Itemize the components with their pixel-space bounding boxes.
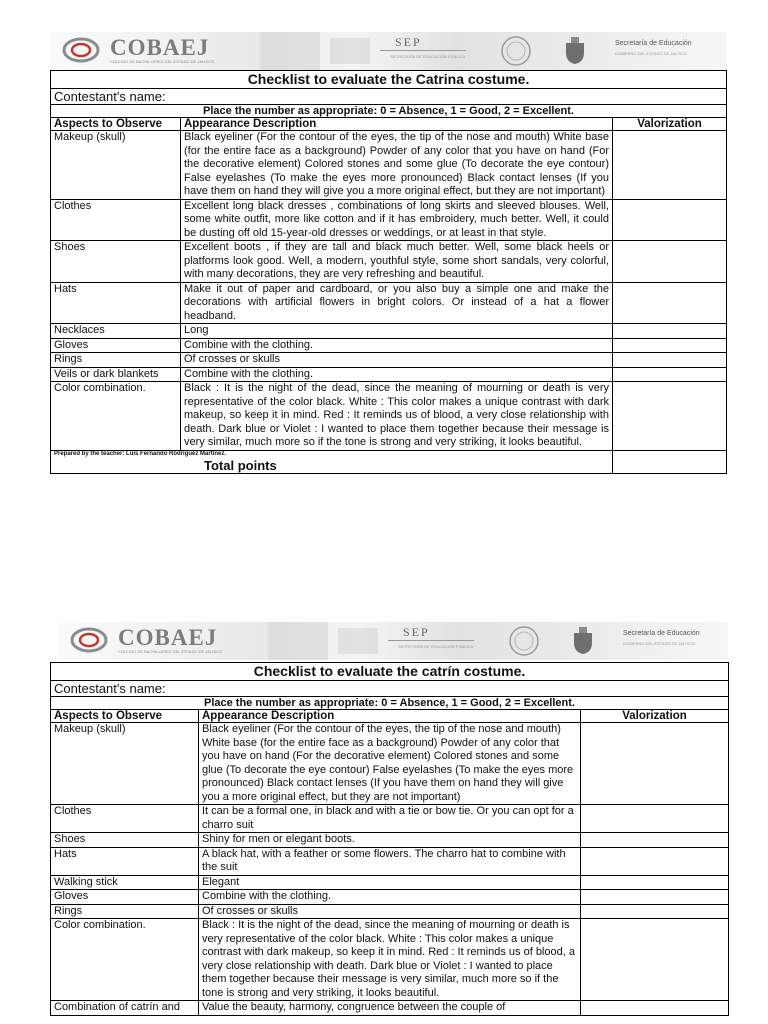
aspect-cell: Makeup (skull)	[51, 131, 181, 200]
col-header-description: Appearance Description	[181, 118, 613, 131]
description-cell: A black hat, with a feather or some flowers. The charro hat to combine with the suit	[199, 847, 581, 875]
scoring-instructions: Place the number as appropriate: 0 = Absence, 1 = Good, 2 = Excellent.	[51, 697, 729, 710]
aspect-cell: Shoes	[51, 833, 199, 848]
aspect-cell: Rings	[51, 353, 181, 368]
description-cell: Combine with the clothing.	[199, 890, 581, 905]
table-row	[51, 890, 729, 905]
valorization-cell[interactable]	[613, 367, 727, 382]
table-header-row	[51, 710, 729, 723]
table-row	[51, 723, 729, 805]
sep-subtitle: SECRETARÍA DE EDUCACIÓN PÚBLICA	[390, 54, 466, 59]
sep-divider	[388, 640, 474, 641]
table-row	[51, 367, 727, 382]
footer-row	[51, 450, 727, 473]
valorization-cell[interactable]	[613, 131, 727, 200]
col-header-description: Appearance Description	[199, 710, 581, 723]
table-row	[51, 382, 727, 451]
cobaej-logo-icon	[70, 627, 108, 653]
description-cell: Combine with the clothing.	[181, 367, 613, 382]
col-header-aspects: Aspects to Observe	[51, 710, 199, 723]
jalisco-crest-icon	[570, 627, 596, 655]
table-row	[51, 847, 729, 875]
description-cell: Shiny for men or elegant boots.	[199, 833, 581, 848]
table-row	[51, 353, 727, 368]
aspect-cell: Walking stick	[51, 875, 199, 890]
col-header-valorization: Valorization	[613, 118, 727, 131]
table-row	[51, 282, 727, 324]
aspect-cell: Veils or dark blankets	[51, 367, 181, 382]
aspect-cell: Hats	[51, 282, 181, 324]
table-row	[51, 241, 727, 283]
org-name: COBAEJ	[118, 625, 218, 650]
description-cell: Combine with the clothing.	[181, 338, 613, 353]
description-cell: Elegant	[199, 875, 581, 890]
sep-label: SEP	[403, 625, 430, 639]
description-cell: Of crosses or skulls	[199, 904, 581, 919]
valorization-cell[interactable]	[581, 1001, 729, 1016]
valorization-cell[interactable]	[581, 805, 729, 833]
valorization-cell[interactable]	[581, 833, 729, 848]
footer-cell	[51, 450, 613, 473]
table-row	[51, 919, 729, 1001]
aspect-cell: Clothes	[51, 805, 199, 833]
table-row	[51, 1001, 729, 1016]
description-cell: Excellent long black dresses , combinations of long skirts and sleeved blouses. Well, some white outfit, more like cotton and if it has embroidery, much better. Well, it could be dusting off old 15-year-old dresses or weddings, or at least in that style.	[181, 199, 613, 241]
secretaria-subtitle: GOBIERNO DEL ESTADO DE JALISCO	[615, 51, 688, 56]
aspect-cell: Rings	[51, 904, 199, 919]
national-seal-icon	[500, 35, 532, 67]
checklist-table	[50, 662, 729, 1016]
table-row	[51, 833, 729, 848]
description-cell: It can be a formal one, in black and with a tie or bow tie. Or you can opt for a charro suit	[199, 805, 581, 833]
checklist-catrin-block	[50, 622, 728, 1016]
table-row	[51, 904, 729, 919]
aspect-cell: Gloves	[51, 890, 199, 905]
banner-decoration	[268, 622, 328, 660]
sep-label: SEP	[395, 35, 422, 49]
table-row	[51, 805, 729, 833]
table-row	[51, 199, 727, 241]
valorization-cell[interactable]	[613, 199, 727, 241]
banner-decoration	[338, 628, 378, 654]
contestant-name-field[interactable]: Contestant's name:	[51, 89, 727, 105]
contestant-name-field[interactable]: Contestant's name:	[51, 681, 729, 697]
valorization-cell[interactable]	[581, 847, 729, 875]
aspect-cell: Color combination.	[51, 919, 199, 1001]
description-cell: Long	[181, 324, 613, 339]
valorization-cell[interactable]	[613, 282, 727, 324]
secretaria-label: Secretaría de Educación	[623, 630, 700, 637]
secretaria-label: Secretaría de Educación	[615, 40, 692, 47]
cobaej-logo-icon	[62, 37, 100, 63]
banner-decoration	[330, 38, 370, 64]
org-subtitle: COLEGIO DE BACHILLERES DEL ESTADO DE JALISCO	[110, 59, 215, 64]
valorization-cell[interactable]	[581, 904, 729, 919]
col-header-valorization: Valorization	[581, 710, 729, 723]
valorization-cell[interactable]	[581, 890, 729, 905]
institution-banner	[50, 32, 726, 70]
table-row	[51, 875, 729, 890]
scoring-instructions: Place the number as appropriate: 0 = Absence, 1 = Good, 2 = Excellent.	[51, 105, 727, 118]
valorization-cell[interactable]	[581, 723, 729, 805]
banner-decoration	[260, 32, 320, 70]
total-points-label: Total points	[204, 457, 277, 473]
description-cell: Black eyeliner (For the contour of the eyes, the tip of the nose and mouth) White base (for the entire face as a background) Powder of any color that you have on hand (For the decorative element) Colored stones and some glue (To decorate the eye contour) False eyelashes (To make the eyes more pronounced) Black contact lenses (If you have them on hand they will give you a more original effect, but they are not important)	[181, 131, 613, 200]
table-row	[51, 324, 727, 339]
aspect-cell: Necklaces	[51, 324, 181, 339]
table-row	[51, 338, 727, 353]
total-points-cell[interactable]	[613, 450, 727, 473]
org-name: COBAEJ	[110, 35, 210, 60]
aspect-cell: Gloves	[51, 338, 181, 353]
institution-banner	[58, 622, 728, 660]
description-cell: Value the beauty, harmony, congruence between the couple of	[199, 1001, 581, 1016]
org-subtitle: COLEGIO DE BACHILLERES DEL ESTADO DE JALISCO	[118, 649, 223, 654]
aspect-cell: Shoes	[51, 241, 181, 283]
description-cell: Black eyeliner (For the contour of the eyes, the tip of the nose and mouth) White base (for the entire face as a background) Powder of any color that you have on hand (For the decorative element) Colored stones and some glue (To decorate the eye contour) False eyelashes (To make the eyes more pronounced) Black contact lenses (If you have them on hand they will give you a more original effect, but they are not important)	[199, 723, 581, 805]
valorization-cell[interactable]	[581, 875, 729, 890]
checklist-table	[50, 70, 727, 474]
valorization-cell[interactable]	[613, 338, 727, 353]
aspect-cell: Hats	[51, 847, 199, 875]
aspect-cell: Makeup (skull)	[51, 723, 199, 805]
valorization-cell[interactable]	[613, 324, 727, 339]
prepared-by-note: Prepared by the teacher: Luis Fernando Rodríguez Martínez.	[54, 450, 227, 457]
description-cell: Excellent boots , if they are tall and black much better. Well, some black heels or platforms look good. Well, a modern, youthful style, some short sandals, very colorful, with many decorations, they are very refreshing and beautiful.	[181, 241, 613, 283]
aspect-cell: Clothes	[51, 199, 181, 241]
col-header-aspects: Aspects to Observe	[51, 118, 181, 131]
national-seal-icon	[508, 625, 540, 657]
checklist-catrina-block	[50, 32, 726, 474]
description-cell: Make it out of paper and cardboard, or you also buy a simple one and make the decorations with artificial flowers in bright colors. Or instead of a hat a flower headband.	[181, 282, 613, 324]
sep-divider	[380, 50, 466, 51]
aspect-cell: Color combination.	[51, 382, 181, 451]
table-header-row	[51, 118, 727, 131]
sep-subtitle: SECRETARÍA DE EDUCACIÓN PÚBLICA	[398, 644, 474, 649]
valorization-cell[interactable]	[613, 241, 727, 283]
checklist-title: Checklist to evaluate the catrín costume.	[51, 663, 729, 681]
aspect-cell: Combination of catrín and	[51, 1001, 199, 1016]
description-cell: Black : It is the night of the dead, since the meaning of mourning or death is very representative of the color black. White : This color makes a unique contrast with dark makeup, so keep it in mind. Red : It reminds us of blood, a very close relationship with death. Dark blue or Violet : I wanted to place them together because their message is very similar, much more so if the tone is strong and very striking, it looks beautiful.	[181, 382, 613, 451]
valorization-cell[interactable]	[613, 382, 727, 451]
valorization-cell[interactable]	[581, 919, 729, 1001]
checklist-title: Checklist to evaluate the Catrina costume.	[51, 71, 727, 89]
secretaria-subtitle: GOBIERNO DEL ESTADO DE JALISCO	[623, 641, 696, 646]
jalisco-crest-icon	[562, 37, 588, 65]
table-row	[51, 131, 727, 200]
description-cell: Of crosses or skulls	[181, 353, 613, 368]
description-cell: Black : It is the night of the dead, since the meaning of mourning or death is very representative of the color black. White : This color makes a unique contrast with dark makeup, so keep it in mind. Red : It reminds us of blood, a very close relationship with death. Dark blue or Violet : I wanted to place them together because their message is very similar, much more so if the tone is strong and very striking, it looks beautiful.	[199, 919, 581, 1001]
valorization-cell[interactable]	[613, 353, 727, 368]
